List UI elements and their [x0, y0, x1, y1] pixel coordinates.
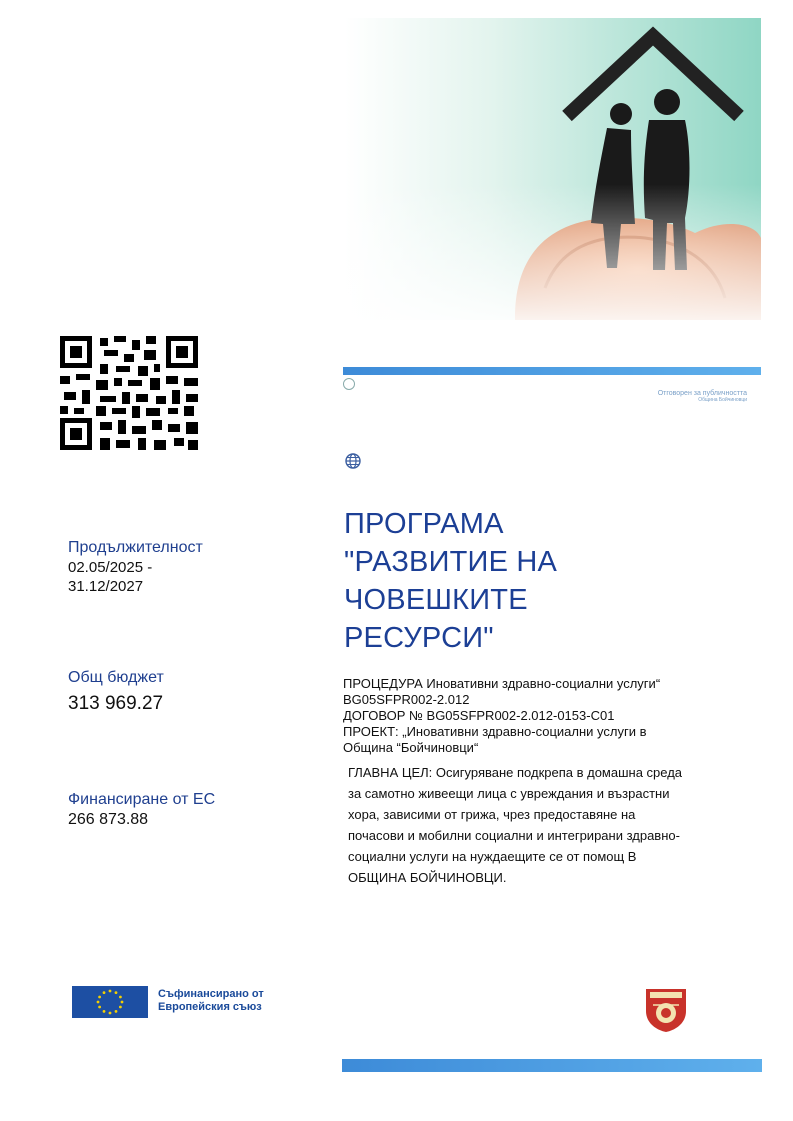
title-line1: ПРОГРАМА [344, 508, 504, 540]
goal-line5: социални услуги на нуждаещите се от помощ В [348, 849, 637, 864]
goal-line4: почасови и мобилни социални и интегрирани здравно- [348, 828, 680, 843]
header-small-line1: Отговорен за публичността [657, 390, 747, 397]
duration-end: 31.12/2027 [68, 578, 144, 595]
eu-funding-label: Финансиране от ЕС [68, 791, 216, 808]
project-details [343, 676, 763, 888]
top-divider-bar [343, 367, 761, 375]
budget-value: 313 969.27 [68, 693, 164, 714]
header-small-line2: Община Бойчиновци [698, 397, 747, 403]
project-line2: Община “Бойчиновци“ [343, 740, 479, 755]
copyright-icon [343, 378, 355, 390]
eu-text-line2: Европейския съюз [158, 1001, 262, 1013]
goal-line6: ОБЩИНА БОЙЧИНОВЦИ. [348, 870, 507, 885]
duration-start: 02.05/2025 - [68, 559, 153, 576]
contract-text: ДОГОВОР № BG05SFPR002-2.012-0153-C01 [343, 708, 615, 723]
duration-block [68, 538, 203, 596]
duration-label: Продължителност [68, 539, 203, 556]
municipality-crest-icon [641, 983, 691, 1033]
program-title [344, 505, 624, 657]
budget-label: Общ бюджет [68, 669, 164, 686]
eu-funding-value: 266 873.88 [68, 811, 149, 828]
eu-text-line1: Съфинансирано от [158, 988, 264, 1000]
goal-line1: ГЛАВНА ЦЕЛ: Осигуряване подкрепа в домашна среда [348, 765, 683, 780]
project-line1: ПРОЕКТ: „Иновативни здравно-социални услуги в [343, 724, 647, 739]
eu-cofunded-text [158, 988, 264, 1014]
title-line3: ЧОВЕШКИТЕ [344, 584, 528, 616]
eu-flag-icon [72, 986, 148, 1023]
goal-line3: хора, зависими от грижа, чрез предоставяне на [348, 807, 636, 822]
header-small-text [612, 390, 747, 403]
title-line4: РЕСУРСИ" [344, 622, 494, 654]
budget-block [68, 668, 164, 716]
main-goal [343, 762, 763, 888]
procedure-text: ПРОЦЕДУРА Иновативни здравно-социални услуги“ [343, 676, 661, 691]
procedure-code: BG05SFPR002-2.012 [343, 692, 470, 707]
hero-image [345, 18, 761, 320]
title-line2: "РАЗВИТИЕ НА [344, 546, 558, 578]
globe-icon [345, 453, 361, 474]
goal-line2: за самотно живеещи лица с увреждания и възрастни [348, 786, 670, 801]
bottom-divider-bar [342, 1059, 762, 1072]
qr-code-icon [60, 336, 198, 450]
eu-funding-block [68, 790, 215, 829]
